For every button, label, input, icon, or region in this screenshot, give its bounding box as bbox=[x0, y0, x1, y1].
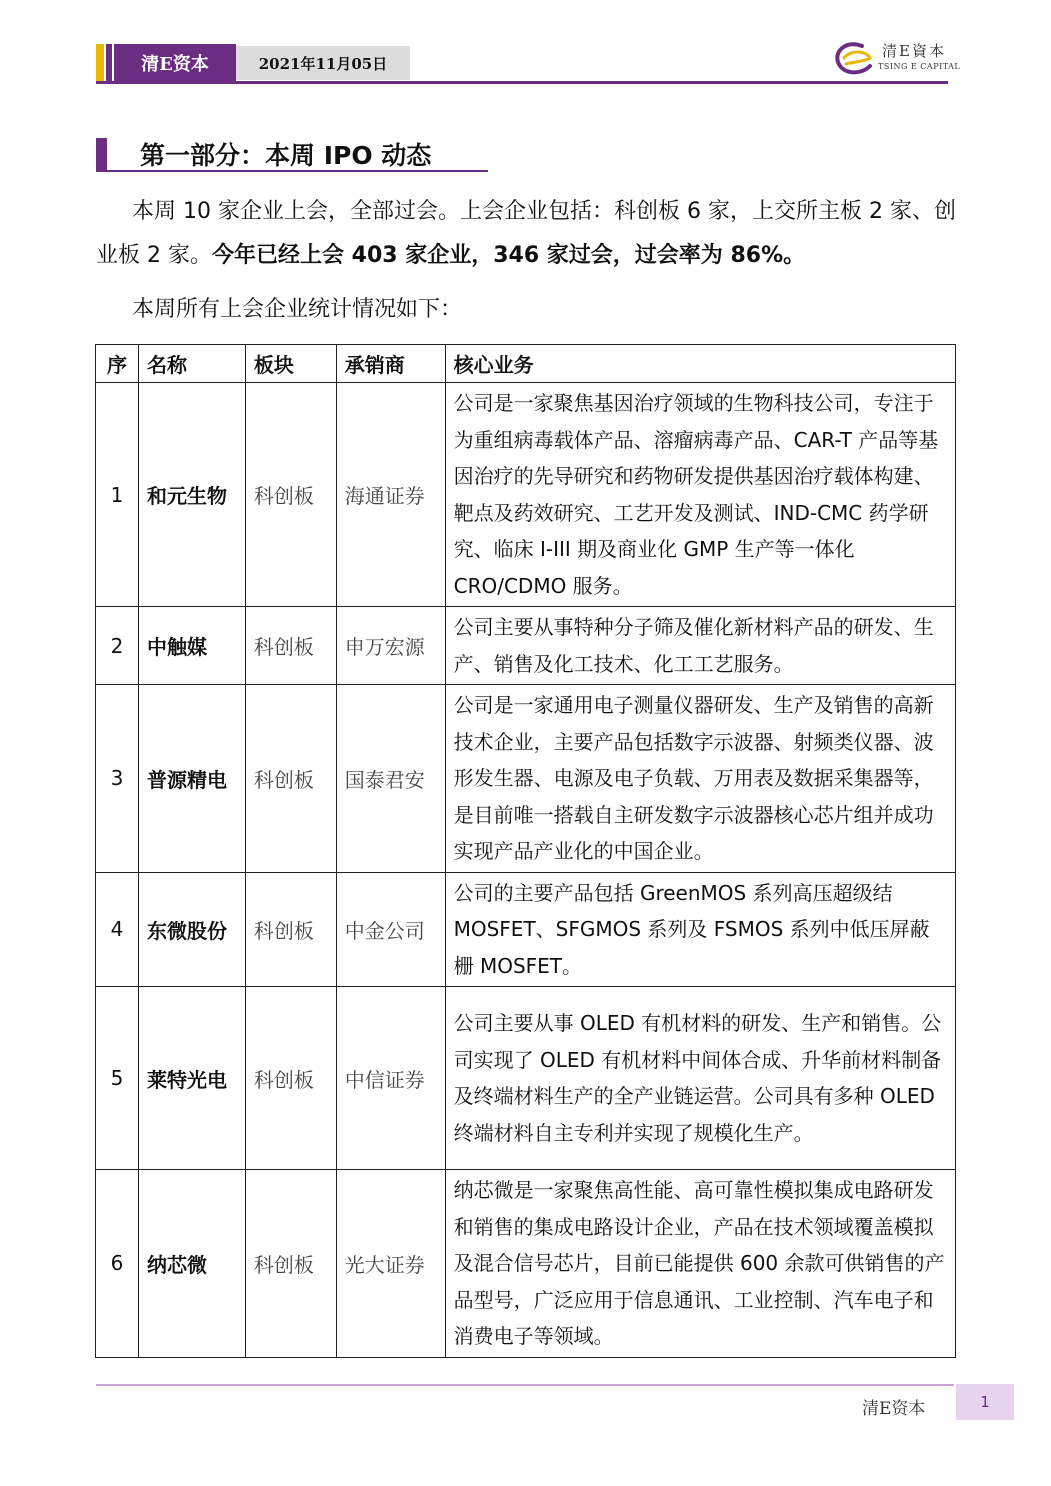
cell-seq: 2 bbox=[96, 607, 139, 685]
header-yellow-bar bbox=[96, 44, 104, 82]
section-title: 第一部分：本周 IPO 动态 bbox=[140, 141, 432, 170]
summary-text: 本周 10 家企业上会，全部过会。上会企业包括：科创板 6 家，上交所主板 2 家、创业板 2 家。 bbox=[96, 199, 956, 268]
cell-board: 科创板 bbox=[245, 1170, 336, 1358]
cell-business: 公司主要从事特种分子筛及催化新材料产品的研发、生产、销售及化工技术、化工工艺服务。 bbox=[445, 607, 955, 685]
footer-brand: 清E资本 bbox=[862, 1399, 926, 1419]
cell-business: 纳芯微是一家聚焦高性能、高可靠性模拟集成电路研发和销售的集成电路设计企业，产品在技术领域覆盖模拟及混合信号芯片，目前已能提供 600 余款可供销售的产品型号，广泛应用于信息通讯、工业控制、汽车电子和消费电子等领域。 bbox=[445, 1170, 955, 1358]
table-row bbox=[96, 872, 956, 987]
cell-name: 普源精电 bbox=[138, 685, 245, 873]
table-intro: 本周所有上会企业统计情况如下： bbox=[132, 297, 463, 322]
summary-paragraph bbox=[96, 190, 958, 278]
cell-seq: 1 bbox=[96, 383, 139, 607]
cell-underwriter: 申万宏源 bbox=[336, 607, 445, 685]
table-row bbox=[96, 987, 956, 1170]
table-row bbox=[96, 607, 956, 685]
cell-board: 科创板 bbox=[245, 872, 336, 987]
cell-name: 东微股份 bbox=[138, 872, 245, 987]
cell-name: 中触媒 bbox=[138, 607, 245, 685]
header-rule bbox=[96, 81, 948, 84]
ipo-table bbox=[95, 344, 956, 1358]
section-underline bbox=[96, 170, 488, 172]
table-row bbox=[96, 383, 956, 607]
header-brand: 清E资本 bbox=[114, 44, 236, 82]
cell-board: 科创板 bbox=[245, 607, 336, 685]
col-header-board: 板块 bbox=[245, 345, 336, 383]
cell-seq: 5 bbox=[96, 987, 139, 1170]
summary-highlight: 今年已经上会 403 家企业，346 家过会，过会率为 86%。 bbox=[211, 243, 806, 268]
table-header-row bbox=[96, 345, 956, 383]
cell-underwriter: 中信证券 bbox=[336, 987, 445, 1170]
header-purple-bar bbox=[106, 44, 112, 82]
cell-business: 公司主要从事 OLED 有机材料的研发、生产和销售。公司实现了 OLED 有机材料中间体合成、升华前材料制备及终端材料生产的全产业链运营。公司具有多种 OLED 终端材料自主专利并实现了规模化生产。 bbox=[445, 987, 955, 1170]
cell-underwriter: 海通证券 bbox=[336, 383, 445, 607]
logo-cn-text: 清E資本 bbox=[882, 42, 946, 60]
cell-board: 科创板 bbox=[245, 685, 336, 873]
cell-seq: 3 bbox=[96, 685, 139, 873]
cell-seq: 6 bbox=[96, 1170, 139, 1358]
cell-name: 纳芯微 bbox=[138, 1170, 245, 1358]
cell-board: 科创板 bbox=[245, 987, 336, 1170]
cell-underwriter: 国泰君安 bbox=[336, 685, 445, 873]
header-date: 2021年11月05日 bbox=[236, 46, 410, 80]
cell-business: 公司的主要产品包括 GreenMOS 系列高压超级结 MOSFET、SFGMOS 系列及 FSMOS 系列中低压屏蔽栅 MOSFET。 bbox=[445, 872, 955, 987]
col-header-name: 名称 bbox=[138, 345, 245, 383]
cell-name: 和元生物 bbox=[138, 383, 245, 607]
footer-rule bbox=[96, 1384, 954, 1386]
col-header-underwriter: 承销商 bbox=[336, 345, 445, 383]
cell-board: 科创板 bbox=[245, 383, 336, 607]
col-header-business: 核心业务 bbox=[445, 345, 955, 383]
col-header-seq: 序 bbox=[96, 345, 139, 383]
cell-seq: 4 bbox=[96, 872, 139, 987]
cell-underwriter: 中金公司 bbox=[336, 872, 445, 987]
cell-name: 莱特光电 bbox=[138, 987, 245, 1170]
table-row bbox=[96, 1170, 956, 1358]
cell-business: 公司是一家聚焦基因治疗领域的生物科技公司，专注于为重组病毒载体产品、溶瘤病毒产品、CAR-T 产品等基因治疗的先导研究和药物研发提供基因治疗载体构建、靶点及药效研究、工艺开发及测试、IND-CMC 药学研究、临床 I-III 期及商业化 GMP 生产等一体化 CRO/CDMO 服务。 bbox=[445, 383, 955, 607]
cell-business: 公司是一家通用电子测量仪器研发、生产及销售的高新技术企业，主要产品包括数字示波器、射频类仪器、波形发生器、电源及电子负载、万用表及数据采集器等，是目前唯一搭载自主研发数字示波器核心芯片组并成功实现产品产业化的中国企业。 bbox=[445, 685, 955, 873]
section-marker bbox=[96, 138, 107, 170]
logo-en-text: TSING E CAPITAL bbox=[878, 62, 961, 71]
table-row bbox=[96, 685, 956, 873]
page-number: 1 bbox=[956, 1384, 1014, 1420]
cell-underwriter: 光大证券 bbox=[336, 1170, 445, 1358]
